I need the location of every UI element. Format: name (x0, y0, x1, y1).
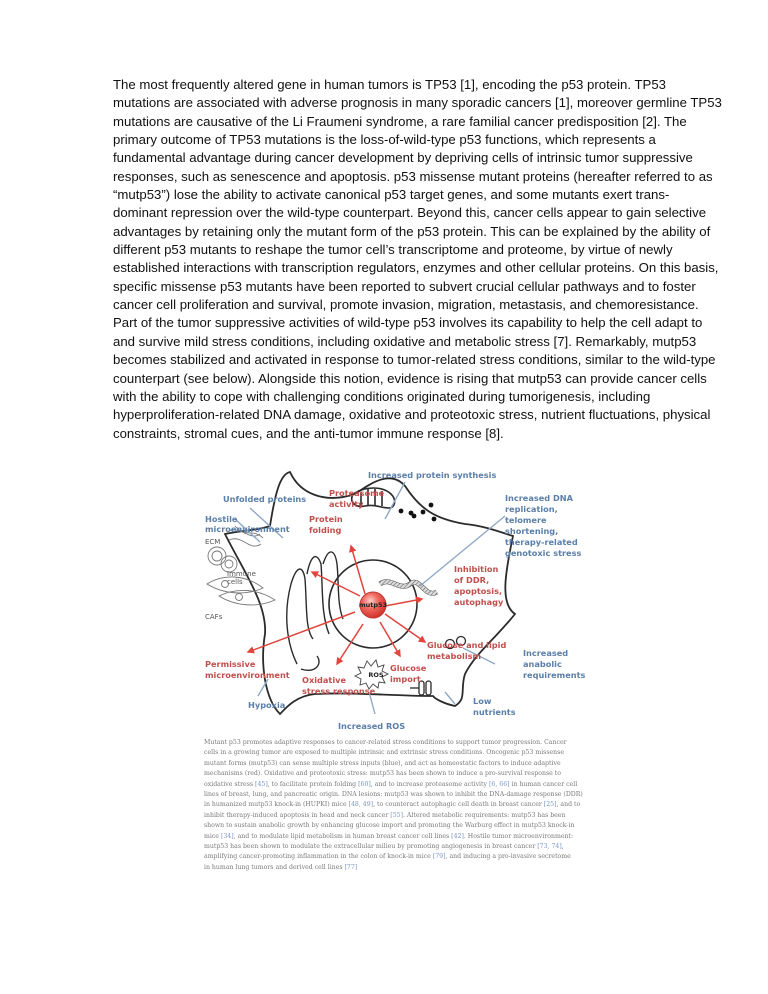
citation-link[interactable]: [60] (358, 780, 371, 788)
label-glucose-import: Glucose (390, 663, 427, 673)
paragraph-line: responses, such as senescence and apoptosis. p53 missense mutant proteins (hereafter referred to as (113, 168, 713, 184)
caption-line (204, 811, 576, 821)
paragraph-line: established interactions with transcription regulators, enzymes and other cellular proteins. On this basis, (113, 260, 719, 276)
caption-text: in human cancer cell (509, 780, 578, 788)
caption-line (204, 759, 576, 769)
caption-text: Mutant p53 promotes adaptive responses to cancer-related stress conditions to support tumor progression. Cancer (204, 739, 567, 746)
label-immune: cells (227, 578, 243, 586)
label-oxidative: stress response (302, 686, 376, 696)
citation-link[interactable]: [34] (220, 832, 234, 840)
paragraph-line: fundamental advantage during cancer development by depriving cells of intrinsic tumor suppressive (113, 150, 693, 166)
label-permissive: Permissive (205, 659, 256, 669)
caption-text: mutp53 has been shown to modulate the extracellular milieu by promoting angiogenesis in breast cancer (204, 843, 538, 851)
caption-line (204, 738, 576, 748)
paragraph-line: with the ability to cope with challenging conditions originated during tumorigenesis, including (113, 388, 651, 404)
immune-cells-icon (208, 547, 237, 572)
caption-line (204, 790, 583, 800)
citation-link[interactable]: [6, 66] (489, 780, 510, 788)
figure-caption (204, 738, 583, 873)
label-hostile: microenvironment (205, 524, 290, 534)
endoplasmic-reticulum-icon (287, 552, 343, 670)
dna-helix-icon (380, 582, 437, 594)
label-dna: genotoxic stress (505, 548, 582, 558)
ros-label: ROS (368, 671, 384, 679)
paragraph-line: and survive mild stress conditions, including oxidative and metabolic stress [7]. Remarkably, mutp53 (113, 333, 697, 349)
citation-link[interactable]: [48, 49] (348, 801, 374, 809)
label-cafs: CAFs (205, 613, 223, 621)
paragraph-line: hyperproliferation-related DNA damage, oxidative and proteotoxic stress, nutrient fluctuations, physical (113, 407, 711, 423)
caption-text: shown to sustain anabolic growth by enhancing glucose import and promoting the Warburg effect in mutp53 knock-in (204, 822, 575, 830)
caption-text: , and inducing a pro-invasive secretome (445, 853, 571, 861)
caption-line (204, 800, 581, 810)
caption-text: mechanisms (red). Oxidative and proteotoxic stress: mutp53 has been shown to induce a pro-survival response to (204, 770, 561, 778)
figure-diagram (205, 464, 585, 734)
caption-line (204, 748, 576, 758)
mutp53-stress-figure (205, 464, 585, 734)
label-hypoxia: Hypoxia (248, 700, 286, 710)
label-ecm: ECM (205, 538, 221, 546)
label-increased-ros: Increased ROS (338, 721, 406, 731)
caption-text: inhibit therapy-induced apoptosis in head and neck cancer (204, 811, 391, 819)
label-folding: folding (309, 525, 342, 535)
label-anabolic: requirements (523, 670, 585, 680)
body-paragraph (113, 76, 722, 443)
caption-line (204, 780, 576, 790)
label-proteasome: Proteasome (329, 488, 385, 498)
label-hostile: Hostile (205, 514, 238, 524)
paragraph-line: The most frequently altered gene in human tumors is TP53 [1], encoding the p53 protein. TP53 (113, 77, 666, 92)
citation-link[interactable]: [73, 74] (537, 843, 562, 851)
paragraph-line: dominant repression over the wild-type counterpart. Beyond this, cancer cells appear to gain selective (113, 205, 707, 221)
paragraph-line: counterpart (see below). Alongside this notion, evidence is rising that mutp53 can provide cancer cells (113, 370, 707, 386)
caption-line (204, 852, 576, 862)
paragraph-line: primary outcome of TP53 mutations is the loss-of-wild-type p53 functions, which represents a (113, 132, 656, 148)
paragraph-line: advantages by retaining only the mutant form of the p53 protein. This can be explained by the ability of (113, 223, 711, 239)
caption-text: oxidative stress (204, 780, 256, 788)
label-dna: shortening, (505, 526, 559, 536)
label-immune: Immune (227, 570, 256, 578)
citation-link[interactable]: [42] (451, 832, 464, 840)
label-inhibition: apoptosis, (454, 586, 503, 596)
label-low-nutrients: nutrients (473, 707, 516, 717)
label-glucose-lipid: Glucose and lipid (427, 640, 507, 650)
caption-text: , (561, 843, 564, 851)
caption-text: mice (204, 832, 221, 840)
mutp53-label: mutp53 (358, 601, 388, 609)
citation-link[interactable]: [25] (543, 801, 557, 809)
paragraph-line: Part of the tumor suppressive activities of wild-type p53 involves its capability to help the cell adapt to (113, 315, 703, 331)
paragraph-line: constraints, stromal cues, and the anti-tumor immune response [8]. (113, 425, 504, 441)
paragraph-line: different p53 mutants to reshape the tumor cell’s transcriptome and proteome, by virtue of newly (113, 242, 673, 258)
label-oxidative: Oxidative (302, 675, 347, 685)
caption-text: mutant forms (mutp53) can sense multiple stress inputs (blue), and act as homeostatic factors to induce adaptive (204, 759, 561, 767)
citation-link[interactable]: [55] (390, 811, 403, 819)
caption-text: in humanized mutp53 knock-in (HUPKI) mice (204, 801, 349, 809)
label-folding: Protein (309, 514, 343, 524)
label-inhibition: of DDR, (454, 575, 490, 585)
caption-text: lines of breast, lung, and pancreatic origin. DNA lesions: mutp53 was shown to inhibit the DNA-damage response (DDR) (204, 791, 583, 799)
label-dna: telomere (505, 515, 547, 525)
label-low-nutrients: Low (473, 696, 492, 706)
caption-text: , and to increase proteasome activity (370, 780, 489, 788)
caption-text: , and to modulate lipid metabolism in human breast cancer cell lines (233, 832, 452, 840)
citation-link[interactable]: [45] (255, 780, 268, 788)
caption-text: , to facilitate protein folding (267, 780, 359, 788)
caption-line (204, 842, 576, 852)
caption-text: amplifying cancer-promoting inflammation in the colon of knock-in mice (204, 853, 433, 861)
label-dna: Increased DNA (505, 493, 573, 503)
caption-text: . Altered metabolic requirements: mutp53 has been (402, 811, 566, 819)
label-inhibition: autophagy (454, 597, 504, 607)
caption-line (204, 821, 576, 831)
caption-text: in human lung tumors and derived cell lines (204, 863, 345, 871)
citation-link[interactable]: [77] (344, 863, 358, 871)
label-inhibition: Inhibition (454, 564, 499, 574)
label-glucose-import: import (390, 674, 421, 684)
caption-line (204, 769, 576, 779)
paragraph-line: “mutp53”) lose the ability to activate canonical p53 target genes, and some mutants exert trans- (113, 187, 670, 203)
caption-text: . Hostile tumor microenvironment: (463, 832, 574, 840)
caption-text: cells in a growing tumor are exposed to multiple intrinsic and extrinsic stress conditions. Oncogenic p53 missense (204, 749, 565, 757)
label-dna: therapy-related (505, 537, 578, 547)
paragraph-line: specific missense p53 mutants have been reported to subvert crucial cellular pathways and to foster (113, 278, 696, 294)
label-proteasome: activity (329, 499, 364, 509)
paragraph-line: mutations are causative of the Li Fraumeni syndrome, a rare familial cancer predisposition [2]. The (113, 113, 687, 129)
paragraph-line: mutations are associated with adverse prognosis in many sporadic cancers [1], moreover germline TP53 (113, 95, 722, 111)
label-permissive: microenvironment (205, 670, 290, 680)
citation-link[interactable]: [79] (432, 853, 446, 861)
label-glucose-lipid: metabolism (427, 651, 482, 661)
caption-text: , to counteract autophagic cell death in breast cancer (373, 801, 544, 809)
paragraph-line: cancer cell proliferation and survival, promote invasion, migration, metastasis, and chemoresistance. (113, 297, 699, 313)
label-dna: replication, (505, 504, 558, 514)
label-anabolic: anabolic (523, 659, 562, 669)
caption-line (204, 863, 576, 873)
label-unfolded-proteins: Unfolded proteins (223, 494, 307, 504)
caption-line (204, 832, 576, 842)
paragraph-line: becomes stabilized and activated in response to tumor-related stress conditions, similar to the wild-type (113, 352, 716, 368)
caption-text: , and to (556, 801, 581, 809)
label-increased-protein-synthesis: Increased protein synthesis (368, 470, 497, 480)
label-anabolic: Increased (523, 648, 569, 658)
